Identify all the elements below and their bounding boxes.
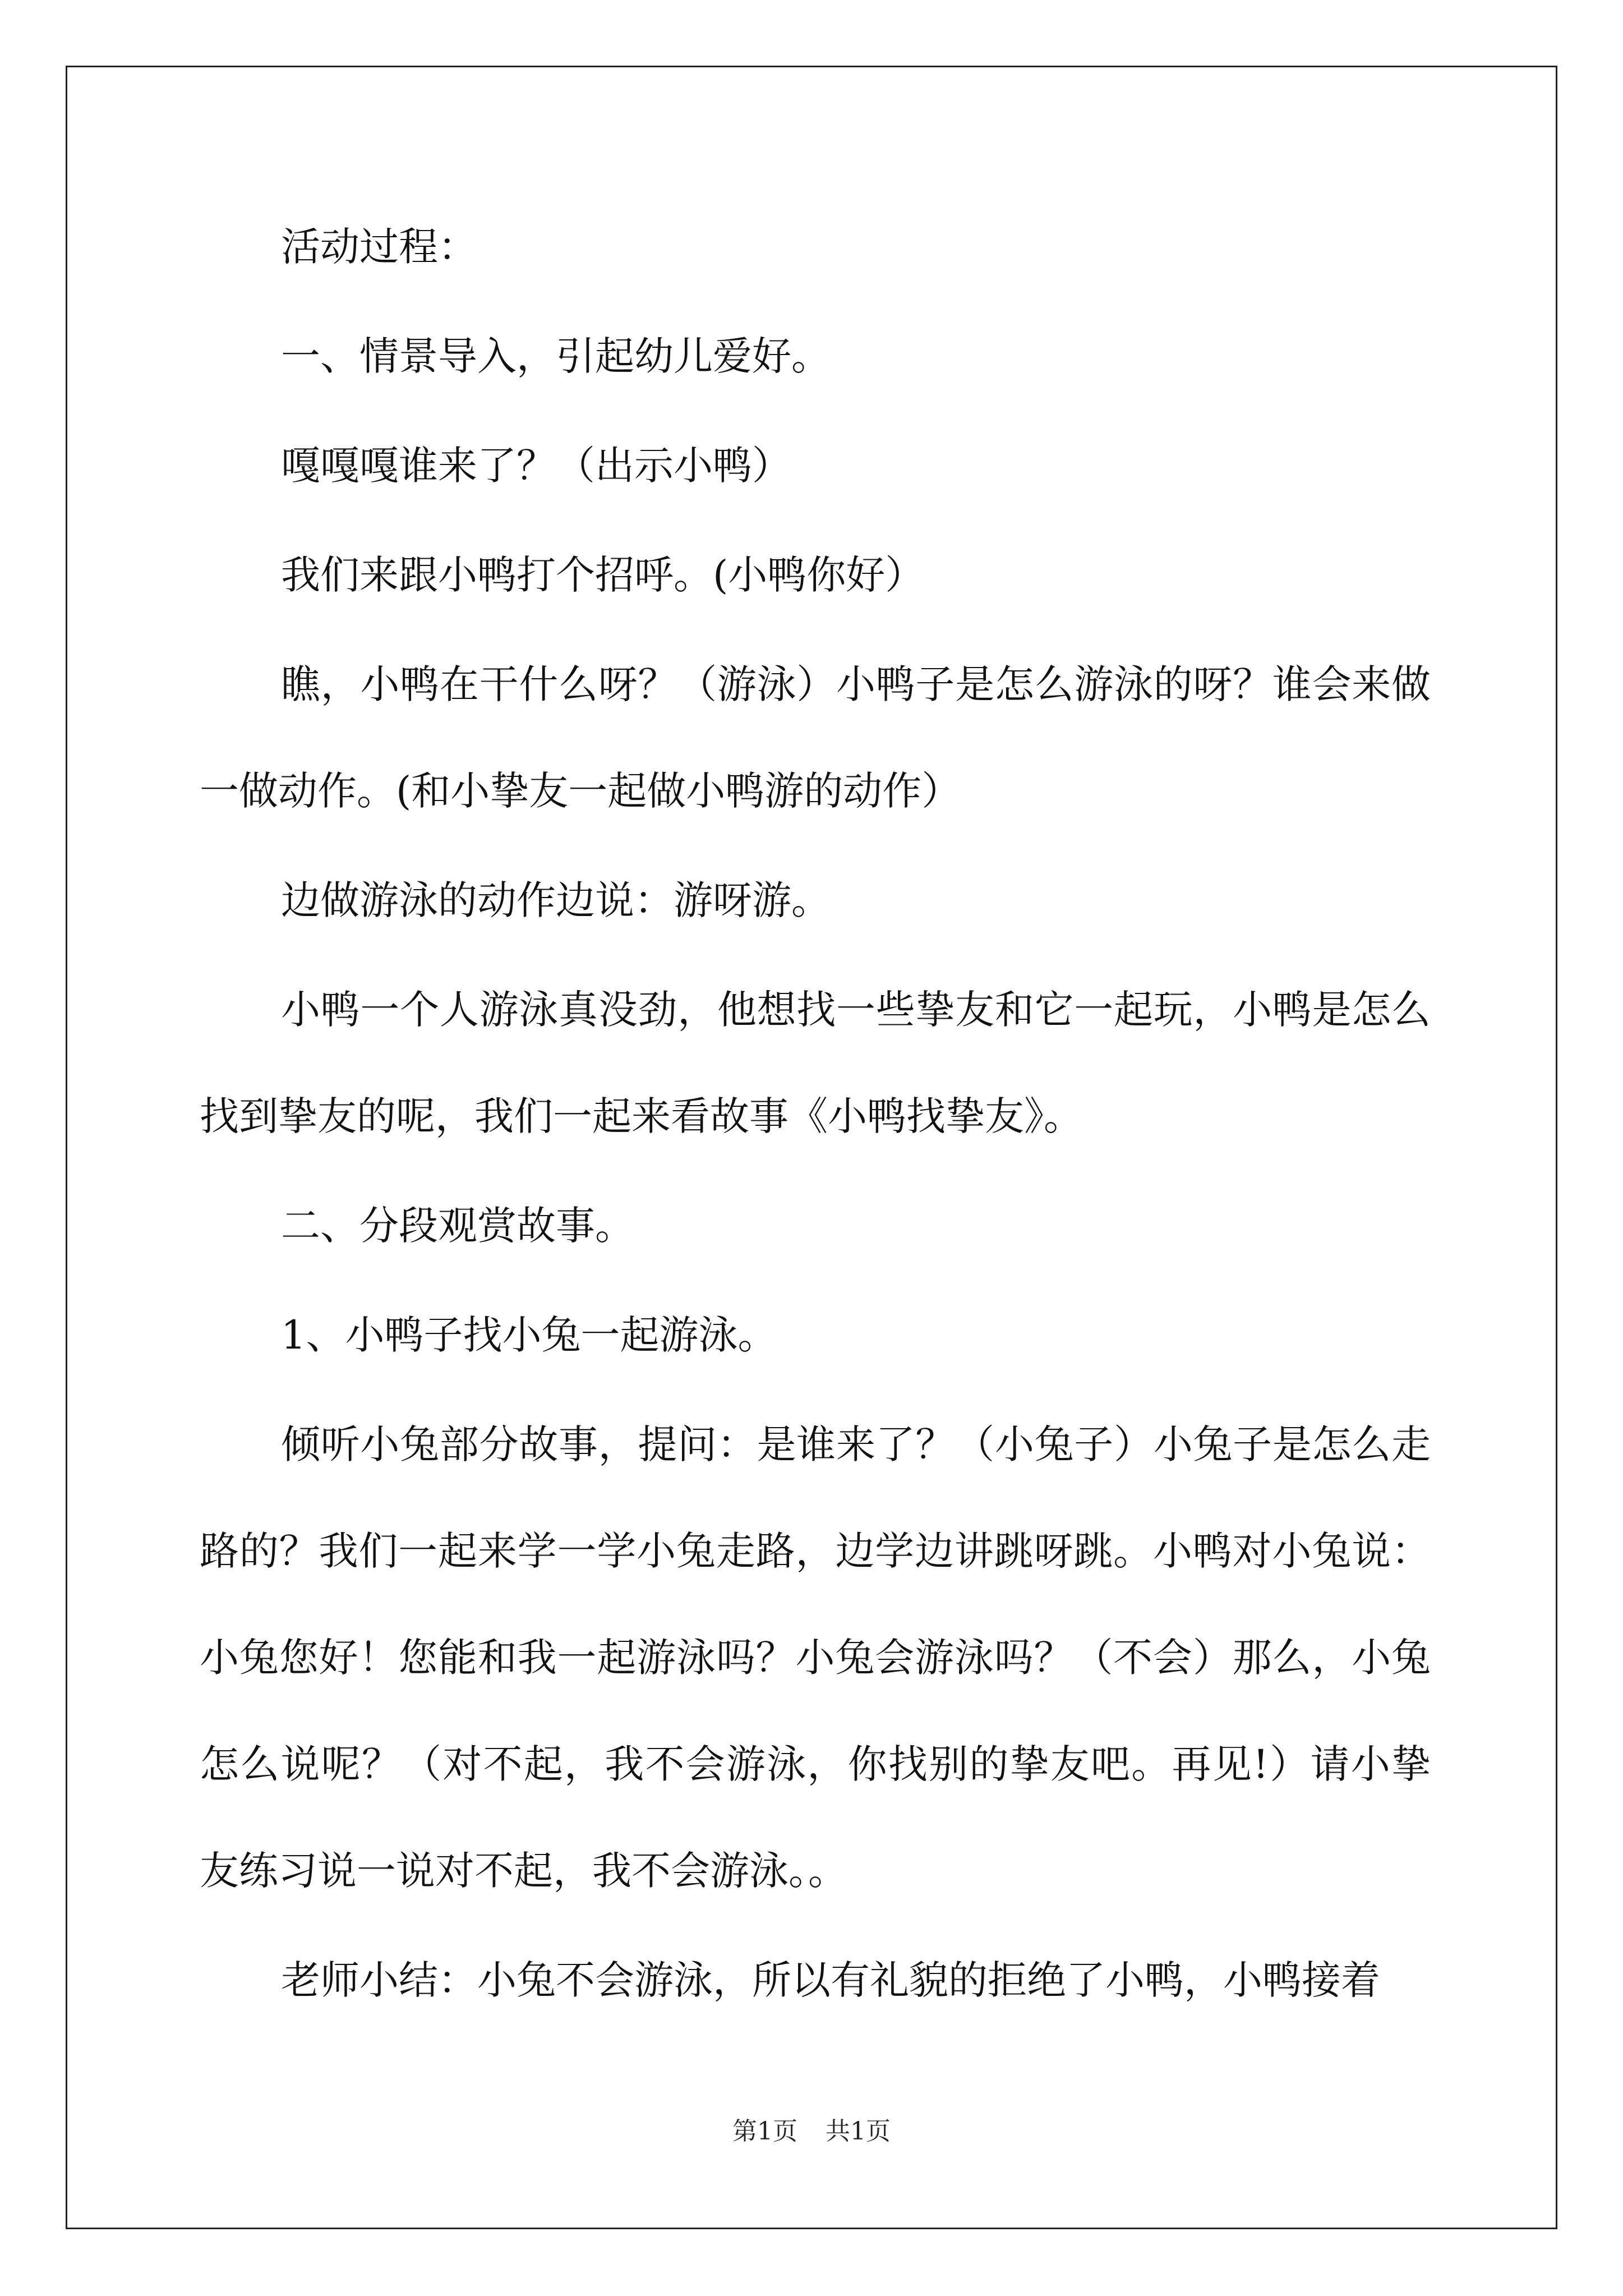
total-pages: 共1页 xyxy=(826,2117,891,2146)
paragraph-rabbit-story: 倾听小兔部分故事，提问：是谁来了？（小兔子）小兔子是怎么走路的？我们一起来学一学小兔走路，边学边讲跳呀跳。小鸭对小兔说：小兔您好！您能和我一起游泳吗？小兔会游泳吗？（不会）那么，小兔怎么说呢？（对不起，我不会游泳，你找别的挚友吧。再见!）请小挚友练习说一说对不起，我不会游泳。。 xyxy=(200,1421,1431,1894)
paragraph-duck-lonely: 小鸭一个人游泳真没劲，他想找一些挚友和它一起玩，小鸭是怎么找到挚友的呢，我们一起来看故事《小鸭找挚友》。 xyxy=(200,987,1431,1139)
page-footer xyxy=(0,2115,1623,2148)
paragraph-greet-duck: 我们来跟小鸭打个招呼。(小鸭你好） xyxy=(281,552,925,598)
paragraph-section-one-title: 一、情景导入，引起幼儿爱好。 xyxy=(281,333,831,379)
paragraph-swim-action: 边做游泳的动作边说：游呀游。 xyxy=(281,877,831,923)
paragraph-section-two-title: 二、分段观赏故事。 xyxy=(281,1203,634,1249)
paragraph-who-came: 嘎嘎嘎谁来了？（出示小鸭） xyxy=(281,443,791,489)
paragraph-duck-swimming: 瞧，小鸭在干什么呀？（游泳）小鸭子是怎么游泳的呀？谁会来做一做动作。(和小挚友一起做小鸭游的动作） xyxy=(200,661,1431,814)
paragraph-activity-process: 活动过程： xyxy=(281,224,477,270)
paragraph-duck-finds-rabbit: 1、小鸭子找小兔一起游泳。 xyxy=(281,1312,777,1358)
page-number: 第1页 xyxy=(732,2117,797,2146)
paragraph-teacher-summary: 老师小结：小兔不会游泳，所以有礼貌的拒绝了小鸭，小鸭接着 xyxy=(281,1957,1380,2003)
document-body xyxy=(200,219,1431,2062)
